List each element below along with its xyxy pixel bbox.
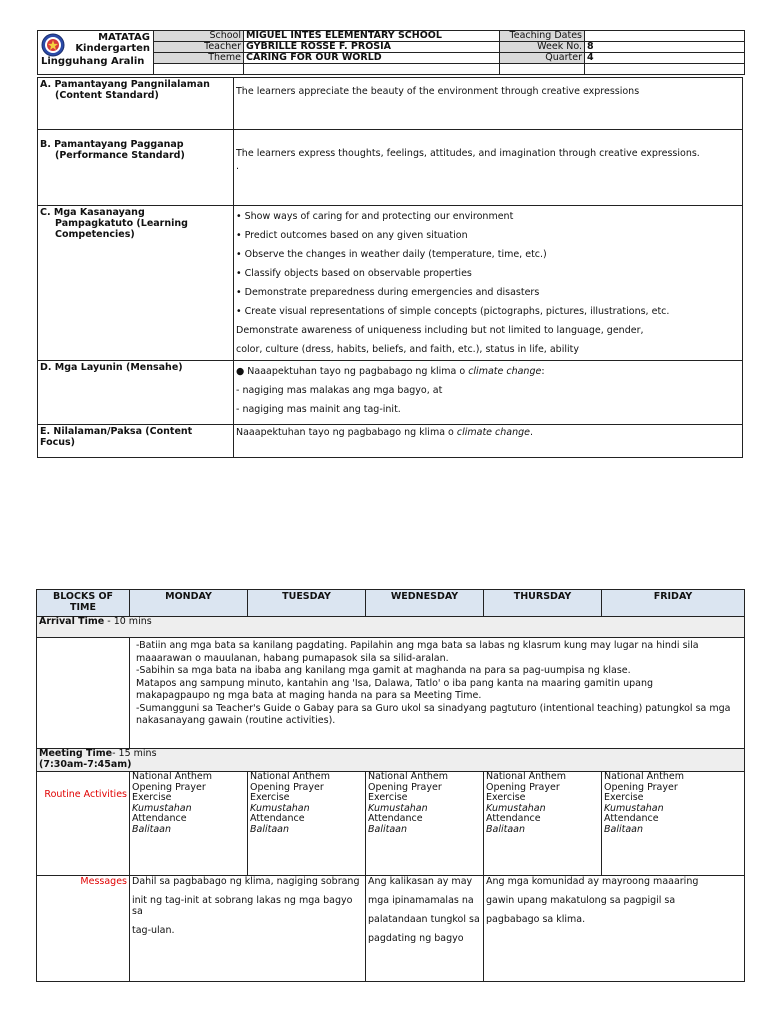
arrival-notes: -Batiin ang mga bata sa kanilang pagdating. Papilahin ang mga bata sa labas ng klasrum kung may lugar na hindi sila maaarawan o mauulanan, habang pumapasok sila sa silid-aralan. -Sabihin sa mga bata na ibaba ang kanilang mga gamit at maghanda na para sa pag-uumpisa ng klase. Matapos ang sampung minuto, kantahin ang 'Isa, Dalawa, Tatlo' o iba pang kanta na maaring gamitin upang makapagpaupo ng mga bata at maging handa na para sa Meeting Time. -Sumangguni sa Teacher's Guide o Gabay para sa Guro ukol sa sinadyang pagtuturo (intentional teaching) patungkol sa mga nakasanayang gawain (routine activities). [130, 638, 745, 749]
content-focus-row [38, 425, 743, 458]
routine-cell-thursday: National Anthem Opening Prayer Exercise Kumustahan Attendance Balitaan [484, 772, 602, 876]
school-value: MIGUEL INTES ELEMENTARY SCHOOL [244, 31, 500, 42]
routine-cell-friday: National Anthem Opening Prayer Exercise Kumustahan Attendance Balitaan [602, 772, 745, 876]
competency-item: • Show ways of caring for and protecting our environment [236, 211, 514, 222]
competency-item: Demonstrate awareness of uniqueness including but not limited to language, gender, [236, 325, 644, 336]
objectives-row [38, 361, 743, 425]
arrival-notes-row [37, 638, 745, 749]
empty-cell [154, 64, 244, 75]
routine-cell-monday: National Anthem Opening Prayer Exercise Kumustahan Attendance Balitaan [130, 772, 248, 876]
meeting-time-row [37, 749, 745, 772]
header-title-line: Lingguhang Aralin [41, 56, 145, 67]
competency-item: • Demonstrate preparedness during emergencies and disasters [236, 287, 540, 298]
learning-competencies-row [38, 206, 743, 361]
teacher-value: GYBRILLE ROSSE F. PROSIA [244, 42, 500, 53]
teaching-dates-value [585, 31, 745, 42]
col-header-wednesday: WEDNESDAY [366, 590, 484, 617]
col-header-friday: FRIDAY [602, 590, 745, 617]
learning-competencies-label: C. Mga Kasanayang Pampagkatuto (Learning Competencies) [38, 206, 234, 361]
header-logo-cell [38, 31, 154, 75]
competency-item: • Classify objects based on observable properties [236, 268, 472, 279]
content-focus-text: Naaapektuhan tayo ng pagbabago ng klima o climate change. [234, 425, 743, 458]
performance-standard-text: The learners express thoughts, feelings, attitudes, and imagination through creative expressions. . [234, 130, 743, 206]
content-standard-label: A. Pamantayang Pangnilalaman (Content Standard) [38, 78, 234, 130]
quarter-value: 4 [585, 53, 745, 64]
col-header-thursday: THURSDAY [484, 590, 602, 617]
routine-activities-row [37, 772, 745, 876]
messages-monday-tuesday: Dahil sa pagbabago ng klima, nagiging sobrang init ng tag-init at sobrang lakas ng mga bagyo sa tag-ulan. [130, 876, 366, 982]
week-label: Week No. [500, 42, 585, 53]
competency-item: color, culture (dress, habits, beliefs, and faith, etc.), status in life, ability [236, 344, 579, 355]
theme-value: CARING FOR OUR WORLD [244, 53, 500, 64]
empty-cell [37, 638, 130, 749]
routine-activities-label: Routine Activities [37, 772, 130, 876]
competency-item: • Predict outcomes based on any given situation [236, 230, 468, 241]
empty-cell [585, 64, 745, 75]
quarter-label: Quarter [500, 53, 585, 64]
col-header-tuesday: TUESDAY [248, 590, 366, 617]
weekly-header-row [37, 590, 745, 617]
performance-standard-row [38, 130, 743, 206]
col-header-monday: MONDAY [130, 590, 248, 617]
messages-thursday-friday: Ang mga komunidad ay mayroong maaaring gawin upang makatulong sa pagpigil sa pagbabago sa klima. [484, 876, 745, 982]
header-title-line: Kindergarten [75, 43, 150, 54]
header-title-block [68, 32, 150, 54]
content-standard-row [38, 78, 743, 130]
deped-seal-icon [41, 33, 65, 57]
teaching-dates-label: Teaching Dates [500, 31, 585, 42]
theme-label: Theme [154, 53, 244, 64]
competency-item: • Observe the changes in weather daily (temperature, time, etc.) [236, 249, 547, 260]
meeting-time-heading: Meeting Time- 15 mins (7:30am-7:45am) [37, 749, 745, 772]
header-title-line: MATATAG [98, 32, 150, 43]
standards-table [37, 77, 743, 458]
learning-competencies-list [234, 206, 743, 361]
col-header-blocks-of-time: BLOCKS OF TIME [37, 590, 130, 617]
competency-item: • Create visual representations of simple concepts (pictographs, pictures, illustrations, etc. [236, 306, 670, 317]
header-table [37, 30, 745, 75]
routine-cell-wednesday: National Anthem Opening Prayer Exercise Kumustahan Attendance Balitaan [366, 772, 484, 876]
arrival-time-row [37, 617, 745, 638]
school-label: School [154, 31, 244, 42]
teacher-label: Teacher [154, 42, 244, 53]
messages-row [37, 876, 745, 982]
arrival-time-heading: Arrival Time - 10 mins [37, 617, 745, 638]
weekly-schedule-table [36, 589, 745, 982]
empty-cell [500, 64, 585, 75]
objectives-label: D. Mga Layunin (Mensahe) [38, 361, 234, 425]
objectives-text: ● Naaapektuhan tayo ng pagbabago ng klima o climate change: - nagiging mas malakas ang mga bagyo, at - nagiging mas mainit ang tag-init. [234, 361, 743, 425]
performance-standard-label: B. Pamantayang Pagganap (Performance Standard) [38, 130, 234, 206]
routine-cell-tuesday: National Anthem Opening Prayer Exercise Kumustahan Attendance Balitaan [248, 772, 366, 876]
content-focus-label: E. Nilalaman/Paksa (Content Focus) [38, 425, 234, 458]
messages-wednesday: Ang kalikasan ay may mga ipinamamalas na palatandaan tungkol sa pagdating ng bagyo [366, 876, 484, 982]
empty-cell [244, 64, 500, 75]
messages-label: Messages [37, 876, 130, 982]
content-standard-text: The learners appreciate the beauty of the environment through creative expressions [234, 78, 743, 130]
week-value: 8 [585, 42, 745, 53]
